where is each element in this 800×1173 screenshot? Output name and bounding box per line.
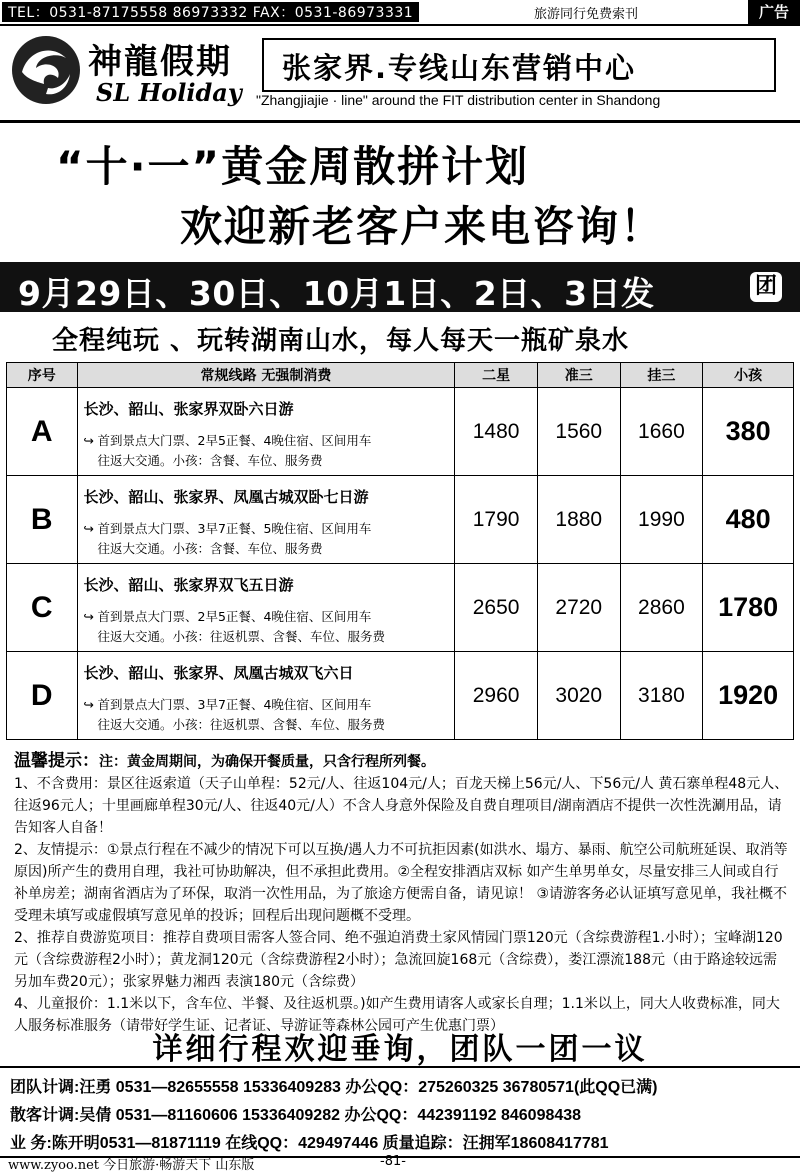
header-quasi-three: 准三 (537, 363, 620, 388)
header-route: 常规线路 无强制消费 (77, 363, 455, 388)
contact-row-business: 业 务:陈开明0531—81871119 在线QQ：429497446 质量追踪：汪拥军18608417781 (10, 1135, 609, 1152)
headline-welcome: 欢迎新老客户来电咨询！ (180, 202, 665, 251)
note-item: 1、不含费用：景区往返索道（天子山单程：52元/人、往返104元/人；百龙天梯上56元/人、下56元/人 黄石寨单程48元人、往返96元人；十里画廊单程30元/人、往返40元/人）不含人身意外保险及自费自理项目/湖南酒店不提供一次性洗涮用品，请告知客人自备！ (14, 776, 789, 836)
footer-url: www.zyoo.net 今日旅游·畅游天下 山东版 (8, 1158, 255, 1173)
inclusion-line-1: 首到景点大门票、2早5正餐、4晚住宿、区间用车 (97, 609, 372, 624)
route-code: C (7, 564, 78, 652)
inclusion-line-2: 往返大交通。小孩：含餐、车位、服务费 (97, 541, 323, 556)
table-row (7, 652, 794, 740)
route-inclusions (84, 431, 455, 471)
route-name: 长沙、韶山、张家界、凤凰古城双飞六日 (83, 664, 354, 682)
route-cell (77, 476, 455, 564)
inclusion-line-2: 往返大交通。小孩：含餐、车位、服务费 (97, 453, 323, 468)
route-inclusions (84, 519, 455, 559)
page-title: 张家界.专线山东营销中心 (282, 51, 637, 85)
header-listed-three: 挂三 (620, 363, 703, 388)
top-contact-bar (0, 0, 800, 26)
route-inclusions (84, 607, 455, 647)
header-no: 序号 (7, 363, 78, 388)
table-row (7, 388, 794, 476)
price-quasi-three: 1560 (537, 388, 620, 476)
note-item: 2、推荐自费游览项目：推荐自费项目需客人签合同、绝不强迫消费土家风情园门票120元（含综费游程1.小时）；宝峰湖120元（含综费游程2小时）；黄龙洞120元（含综费游程2小时）；急流回旋168元（含综费），娄江漂流188元（由于路途较远需另加车费20元）；张家界魅力湘西 表演180元（含综费） (14, 930, 783, 990)
departure-dates: 9月29日、30日、10月1日、2日、3日发 (18, 274, 655, 313)
route-code: B (7, 476, 78, 564)
header-child: 小孩 (703, 363, 794, 388)
price-two-star: 1790 (455, 476, 538, 564)
table-row (7, 564, 794, 652)
route-name: 长沙、韶山、张家界双卧六日游 (83, 400, 294, 418)
ad-badge: 广告 (748, 0, 800, 24)
price-listed-three: 3180 (620, 652, 703, 740)
notes-section (14, 750, 790, 1037)
contact-row-individual: 散客计调:吴倩 0531—81160606 15336409282 办公QQ：442391192 846098438 (10, 1107, 582, 1124)
inclusion-line-1: 首到景点大门票、3早7正餐、5晚住宿、区间用车 (97, 521, 372, 536)
price-listed-three: 1660 (620, 388, 703, 476)
tuan-badge-icon: 团 (750, 272, 782, 302)
table-header-row (7, 363, 794, 388)
route-inclusions (84, 695, 455, 735)
logo-chinese-name: 神龍假期 (88, 42, 232, 82)
contact-row-team: 团队计调:汪勇 0531—82655558 15336409283 办公QQ：275260325 36780571(此QQ已满) (10, 1079, 658, 1096)
contacts-section (0, 1066, 800, 1158)
inclusion-line-2: 往返大交通。小孩：往返机票、含餐、车位、服务费 (97, 717, 386, 732)
notes-heading-line (14, 750, 790, 773)
price-two-star: 1480 (455, 388, 538, 476)
route-name: 长沙、韶山、张家界双飞五日游 (83, 576, 294, 594)
price-child: 480 (703, 476, 794, 564)
price-child: 380 (703, 388, 794, 476)
route-cell (77, 652, 455, 740)
inclusion-line-1: 首到景点大门票、2早5正餐、4晚住宿、区间用车 (97, 433, 372, 448)
price-listed-three: 2860 (620, 564, 703, 652)
page-number: -81- (380, 1154, 406, 1169)
header (0, 26, 800, 123)
note-item: 4、儿童报价：1.1米以下，含车位、半餐、及往返机票。)如产生费用请客人或家长自理；1.1米以上，同大人收费标准，同大人服务标准服务（请带好学生证、记者证、导游证等森林公园可产生优惠门票） (14, 996, 780, 1034)
note-item: 2、友情提示：①景点行程在不减少的情况下可以互换/遇人力不可抗拒因素(如洪水、塌方、暴雨、航空公司航班延误、取消等原因)所产生的费用自理，我社可协助解决，但不承担此费用。②全程安排酒店双标 如产生单男单女，尽量安排三人间或自行补单房差；湖南省酒店为了环保，取消一次性用品，为了旅途方便需自备，请见谅！ ③请游客务必认证填写意见单，我社概不受理未填写或虚假填写意见单的投诉；回程后出现问题概不受理。 (14, 842, 788, 924)
price-quasi-three: 2720 (537, 564, 620, 652)
free-catalog-text: 旅游同行免费索刊 (534, 7, 639, 22)
price-table (6, 362, 794, 740)
table-row (7, 476, 794, 564)
top-contact-text: TEL：0531-87175558 86973332 FAX：0531-86973331 (2, 2, 419, 22)
route-cell (77, 388, 455, 476)
footer (0, 1154, 800, 1172)
inclusion-line-2: 往返大交通。小孩：往返机票、含餐、车位、服务费 (97, 629, 386, 644)
return-arrow-icon: ↪ (83, 697, 95, 712)
departure-dates-bar (0, 262, 800, 312)
price-child: 1780 (703, 564, 794, 652)
notes-heading-note: 注：黄金周期间，为确保开餐质量，只含行程所列餐。 (99, 754, 435, 770)
route-cell (77, 564, 455, 652)
price-quasi-three: 3020 (537, 652, 620, 740)
return-arrow-icon: ↪ (83, 521, 95, 536)
inclusion-line-1: 首到景点大门票、3早7正餐、4晚住宿、区间用车 (97, 697, 372, 712)
route-name: 长沙、韶山、张家界、凤凰古城双卧七日游 (83, 488, 369, 506)
dragon-logo-icon (8, 32, 84, 108)
notes-heading: 温馨提示： (14, 751, 99, 771)
header-two-star: 二星 (455, 363, 538, 388)
price-child: 1920 (703, 652, 794, 740)
price-two-star: 2960 (455, 652, 538, 740)
english-subtitle: "Zhangjiajie · line" around the FIT distribution center in Shandong (256, 92, 661, 108)
return-arrow-icon: ↪ (83, 433, 95, 448)
tagline: 全程纯玩 、玩转湖南山水，每人每天一瓶矿泉水 (52, 326, 630, 356)
route-code: D (7, 652, 78, 740)
call-to-action: 详细行程欢迎垂询，团队一团一议 (152, 1032, 648, 1067)
price-quasi-three: 1880 (537, 476, 620, 564)
headline-golden-week: “十·一”黄金周散拼计划 (56, 142, 530, 191)
price-two-star: 2650 (455, 564, 538, 652)
route-code: A (7, 388, 78, 476)
return-arrow-icon: ↪ (83, 609, 95, 624)
logo-english-name: SL Holiday (96, 78, 242, 107)
price-listed-three: 1990 (620, 476, 703, 564)
